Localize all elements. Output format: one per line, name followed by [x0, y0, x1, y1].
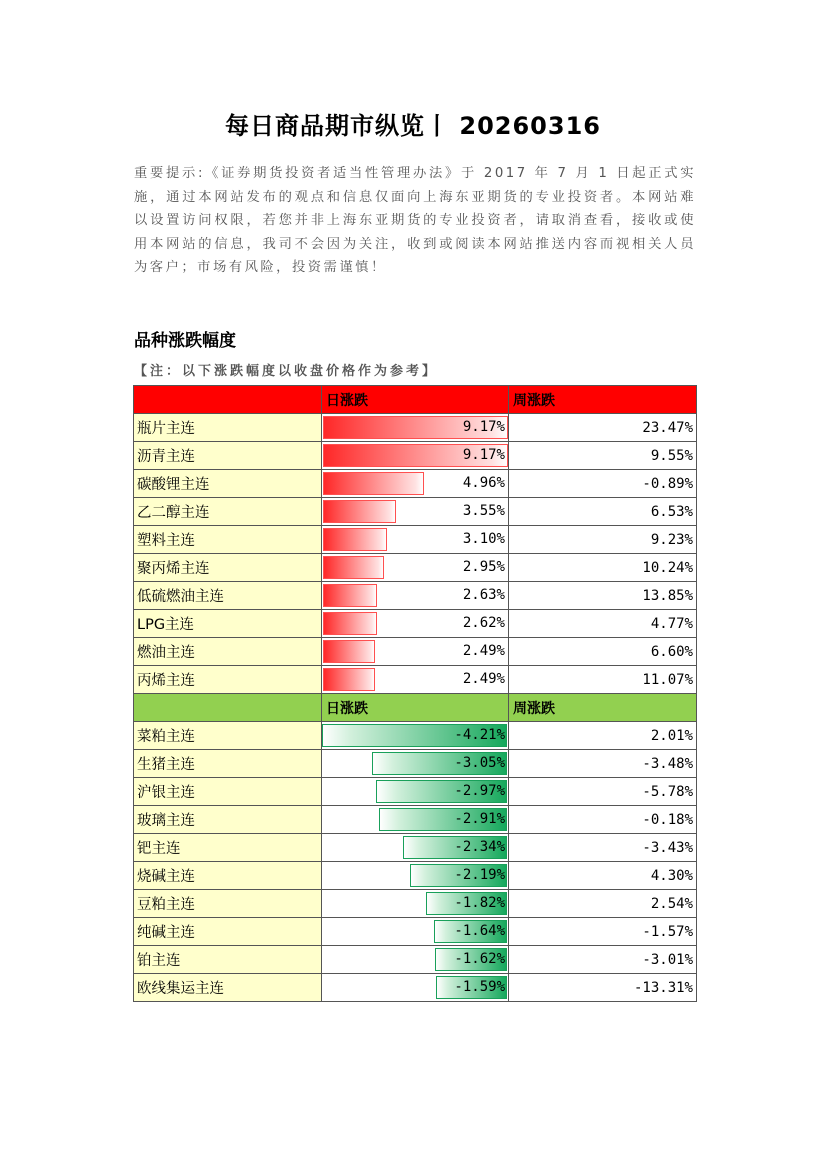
commodity-name: 欧线集运主连: [134, 974, 322, 1002]
daily-change-cell: [322, 414, 509, 442]
table-row: [134, 638, 697, 666]
header-weekly-change: 周涨跌: [509, 386, 697, 414]
table-row: [134, 470, 697, 498]
commodity-name: 聚丙烯主连: [134, 554, 322, 582]
daily-change-value: -2.91%: [454, 811, 505, 827]
weekly-change-value: 6.53%: [509, 498, 697, 526]
daily-change-cell: [322, 750, 509, 778]
commodity-name: 低硫燃油主连: [134, 582, 322, 610]
daily-change-databar: [323, 472, 424, 495]
table-row: [134, 666, 697, 694]
daily-change-value: -1.59%: [454, 979, 505, 995]
daily-change-value: 2.95%: [462, 559, 505, 575]
losers-section: [134, 694, 697, 1002]
daily-change-value: 2.49%: [462, 671, 505, 687]
header-daily-change: 日涨跌: [322, 386, 509, 414]
daily-change-cell: [322, 918, 509, 946]
daily-change-value: -1.64%: [454, 923, 505, 939]
weekly-change-value: 4.30%: [509, 862, 697, 890]
table-row: [134, 414, 697, 442]
gainers-section: [134, 386, 697, 694]
daily-change-databar: [323, 584, 377, 607]
table-row: [134, 834, 697, 862]
daily-change-cell: [322, 498, 509, 526]
commodity-name: 碳酸锂主连: [134, 470, 322, 498]
commodity-name: 生猪主连: [134, 750, 322, 778]
daily-change-cell: [322, 778, 509, 806]
daily-change-cell: [322, 442, 509, 470]
weekly-change-value: 6.60%: [509, 638, 697, 666]
weekly-change-value: 2.54%: [509, 890, 697, 918]
daily-change-cell: [322, 834, 509, 862]
commodity-name: 沥青主连: [134, 442, 322, 470]
table-note: 【注：以下涨跌幅度以收盘价格作为参考】: [134, 364, 439, 379]
table-row: [134, 582, 697, 610]
daily-change-value: 3.55%: [462, 503, 505, 519]
daily-change-databar: [323, 668, 375, 691]
commodity-name: 豆粕主连: [134, 890, 322, 918]
commodity-name: 燃油主连: [134, 638, 322, 666]
commodity-name: 玻璃主连: [134, 806, 322, 834]
daily-change-value: -2.34%: [454, 839, 505, 855]
commodity-name: 铂主连: [134, 946, 322, 974]
header-name-cell: [134, 694, 322, 722]
price-change-table: [133, 385, 697, 1002]
commodity-name: 丙烯主连: [134, 666, 322, 694]
daily-change-value: -2.97%: [454, 783, 505, 799]
daily-change-value: 2.63%: [462, 587, 505, 603]
commodity-name: 乙二醇主连: [134, 498, 322, 526]
daily-change-cell: [322, 946, 509, 974]
commodity-name: LPG主连: [134, 610, 322, 638]
header-daily-change: 日涨跌: [322, 694, 509, 722]
weekly-change-value: -3.01%: [509, 946, 697, 974]
daily-change-value: -2.19%: [454, 867, 505, 883]
table-row: [134, 554, 697, 582]
daily-change-value: 9.17%: [462, 447, 505, 463]
section-title: 品种涨跌幅度: [134, 331, 236, 351]
weekly-change-value: -3.43%: [509, 834, 697, 862]
header-weekly-change: 周涨跌: [509, 694, 697, 722]
daily-change-value: -1.82%: [454, 895, 505, 911]
weekly-change-value: 13.85%: [509, 582, 697, 610]
gainers-header-row: [134, 386, 697, 414]
table-row: [134, 722, 697, 750]
daily-change-cell: [322, 722, 509, 750]
commodity-name: 菜粕主连: [134, 722, 322, 750]
daily-change-cell: [322, 890, 509, 918]
daily-change-cell: [322, 862, 509, 890]
daily-change-value: 3.10%: [462, 531, 505, 547]
daily-change-cell: [322, 974, 509, 1002]
table-row: [134, 750, 697, 778]
weekly-change-value: 4.77%: [509, 610, 697, 638]
daily-change-cell: [322, 806, 509, 834]
daily-change-cell: [322, 582, 509, 610]
commodity-name: 沪银主连: [134, 778, 322, 806]
weekly-change-value: 10.24%: [509, 554, 697, 582]
commodity-name: 瓶片主连: [134, 414, 322, 442]
commodity-name: 钯主连: [134, 834, 322, 862]
daily-change-databar: [323, 556, 384, 579]
weekly-change-value: 9.55%: [509, 442, 697, 470]
table-row: [134, 610, 697, 638]
table-row: [134, 890, 697, 918]
daily-change-databar: [323, 612, 377, 635]
table-row: [134, 526, 697, 554]
weekly-change-value: -5.78%: [509, 778, 697, 806]
daily-change-cell: [322, 666, 509, 694]
header-name-cell: [134, 386, 322, 414]
daily-change-databar: [323, 640, 375, 663]
page-title: 每日商品期市纵览丨 20260316: [225, 112, 601, 140]
daily-change-cell: [322, 638, 509, 666]
weekly-change-value: -0.89%: [509, 470, 697, 498]
daily-change-cell: [322, 526, 509, 554]
daily-change-cell: [322, 554, 509, 582]
weekly-change-value: 9.23%: [509, 526, 697, 554]
daily-change-value: 2.49%: [462, 643, 505, 659]
weekly-change-value: -3.48%: [509, 750, 697, 778]
weekly-change-value: -0.18%: [509, 806, 697, 834]
losers-header-row: [134, 694, 697, 722]
table-row: [134, 778, 697, 806]
daily-change-value: 4.96%: [462, 475, 505, 491]
table-row: [134, 946, 697, 974]
table-row: [134, 862, 697, 890]
table-row: [134, 806, 697, 834]
weekly-change-value: 2.01%: [509, 722, 697, 750]
weekly-change-value: -13.31%: [509, 974, 697, 1002]
daily-change-cell: [322, 470, 509, 498]
table-row: [134, 974, 697, 1002]
daily-change-cell: [322, 610, 509, 638]
weekly-change-value: 11.07%: [509, 666, 697, 694]
daily-change-value: 9.17%: [462, 419, 505, 435]
daily-change-value: -3.05%: [454, 755, 505, 771]
commodity-name: 烧碱主连: [134, 862, 322, 890]
daily-change-databar: [323, 500, 396, 523]
weekly-change-value: 23.47%: [509, 414, 697, 442]
daily-change-value: -4.21%: [454, 727, 505, 743]
daily-change-databar: [323, 528, 387, 551]
table-row: [134, 918, 697, 946]
table-row: [134, 498, 697, 526]
daily-change-value: 2.62%: [462, 615, 505, 631]
daily-change-value: -1.62%: [454, 951, 505, 967]
table-row: [134, 442, 697, 470]
commodity-name: 纯碱主连: [134, 918, 322, 946]
weekly-change-value: -1.57%: [509, 918, 697, 946]
commodity-name: 塑料主连: [134, 526, 322, 554]
disclaimer-notice: 重要提示:《证券期货投资者适当性管理办法》于 2017 年 7 月 1 日起正式实施，通过本网站发布的观点和信息仅面向上海东亚期货的专业投资者。本网站难以设置访问权限，若您并非上海东亚期货的专业投资者，请取消查看，接收或使用本网站的信息，我司不会因为关注，收到或阅读本网站推送内容而视相关人员为客户；市场有风险，投资需谨慎！: [134, 166, 696, 275]
